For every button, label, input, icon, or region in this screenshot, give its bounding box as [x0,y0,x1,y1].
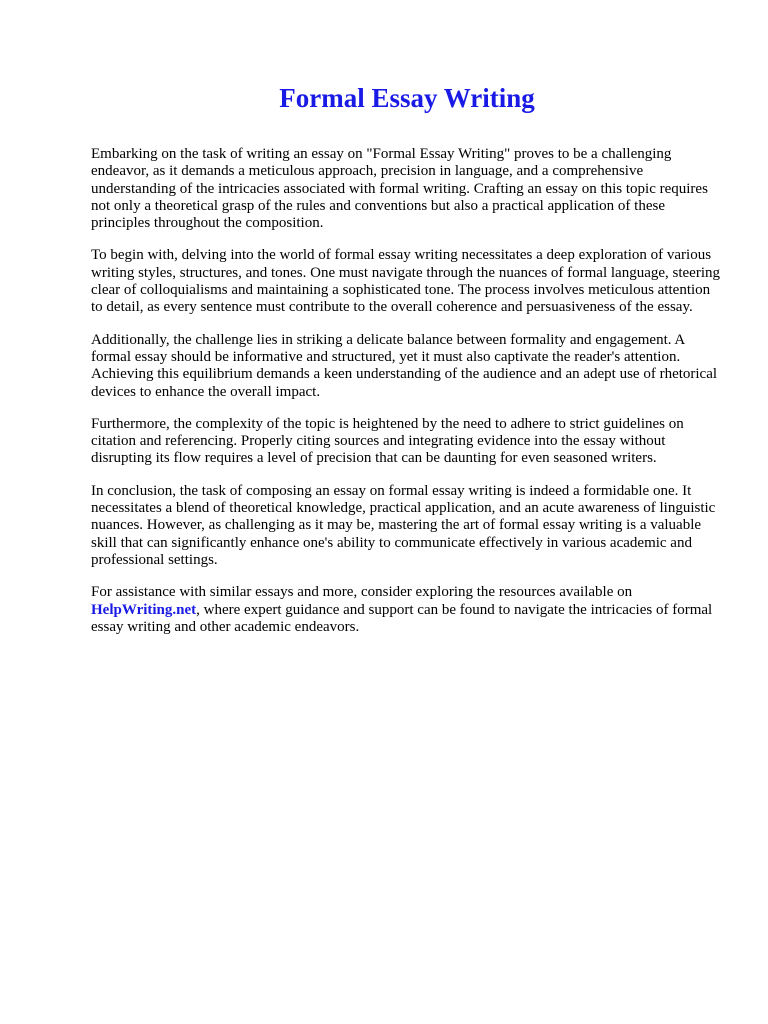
helpwriting-link[interactable]: HelpWriting.net [91,601,197,618]
paragraph-citation: Furthermore, the complexity of the topic is heightened by the need to adhere to strict guidelines on citation and referencing. Properly citing sources and integrating evidence into the essay without disrupting its flow requires a level of precision that can be daunting for even seasoned writers. [91,415,684,467]
document-body [91,146,721,651]
closing-text-after-link: , where expert guidance and support can be found to navigate the intricacies of formal essay writing and other academic endeavors. [91,601,713,635]
paragraph-intro: Embarking on the task of writing an essay on "Formal Essay Writing" proves to be a challenging endeavor, as it demands a meticulous approach, precision in language, and a comprehensive understanding of the intricacies associated with formal writing. Crafting an essay on this topic requires not only a theoretical grasp of the rules and conventions but also a practical application of these principles throughout the composition. [91,146,708,232]
closing-text-before-link: For assistance with similar essays and more, consider exploring the resources available on [91,584,633,601]
paragraph-styles: To begin with, delving into the world of formal essay writing necessitates a deep exploration of various writing styles, structures, and tones. One must navigate through the nuances of formal language, steering clear of colloquialisms and maintaining a sophisticated tone. The process involves meticulous attention to detail, as every sentence must contribute to the overall coherence and persuasiveness of the essay. [91,247,721,316]
paragraph-conclusion: In conclusion, the task of composing an essay on formal essay writing is indeed a formidable one. It necessitates a blend of theoretical knowledge, practical application, and an acute awareness of linguistic nuances. However, as challenging as it may be, mastering the art of formal essay writing is a valuable skill that can significantly enhance one's ability to communicate effectively in various academic and professional settings. [91,482,716,568]
paragraph-closing [91,584,721,636]
paragraph-balance: Additionally, the challenge lies in striking a delicate balance between formality and engagement. A formal essay should be informative and structured, yet it must also captivate the reader's attention. Achieving this equilibrium demands a keen understanding of the audience and an adept use of rhetorical devices to enhance the overall impact. [91,331,718,400]
document-title: Formal Essay Writing [279,83,535,113]
